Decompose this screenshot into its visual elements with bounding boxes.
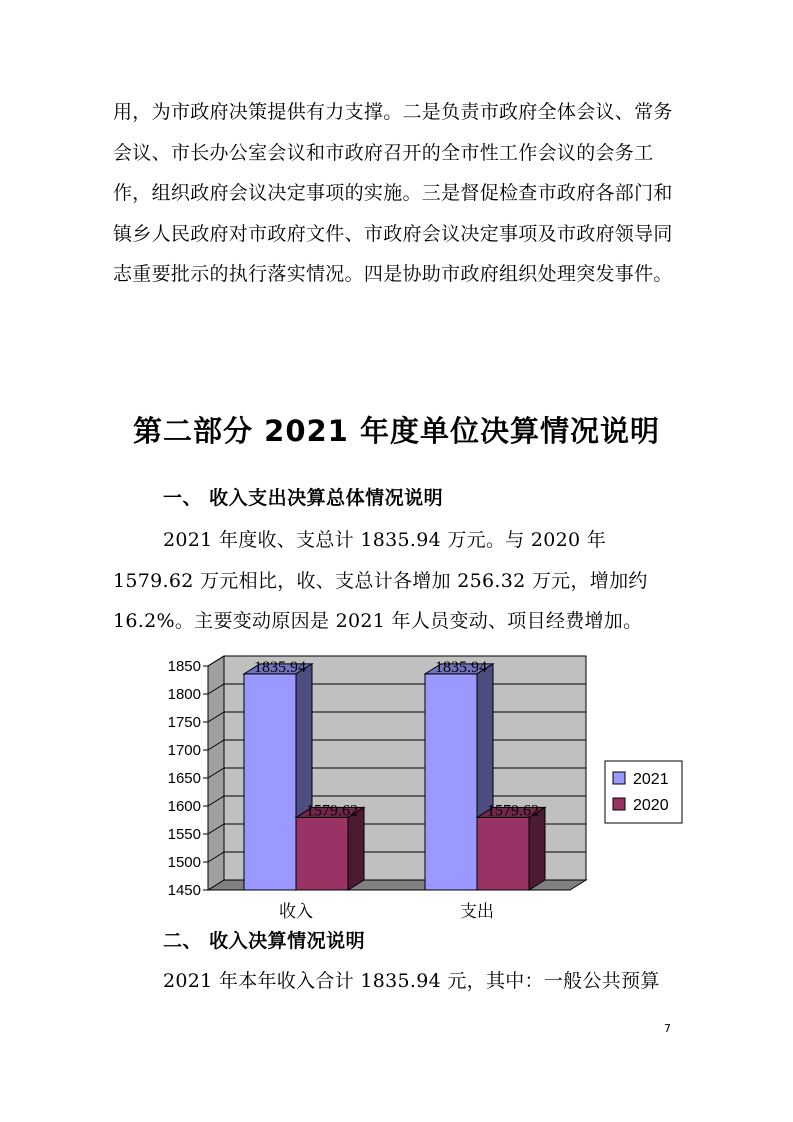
legend-label: 2020	[633, 797, 669, 814]
y-tick-label: 1450	[167, 882, 201, 899]
section-heading-1: 一、 收入支出决算总体情况说明	[163, 487, 444, 509]
y-tick-label: 1650	[167, 770, 201, 787]
legend-swatch-2021	[613, 772, 625, 784]
x-category-label: 支出	[460, 902, 494, 922]
section-2-paragraph: 2021 年本年收入合计 1835.94 元，其中：一般公共预算	[163, 970, 660, 992]
x-category-label: 收入	[279, 902, 313, 922]
legend-swatch-2020	[613, 798, 625, 810]
income-expense-bar-chart	[150, 655, 690, 925]
y-tick-label: 1850	[167, 658, 201, 675]
bar-2020-1	[477, 817, 529, 890]
y-tick-label: 1800	[167, 686, 201, 703]
intro-paragraph: 用，为市政府决策提供有力支撑。二是负责市政府全体会议、常务会议、市长办公室会议和市政府召开的全市性工作会议的会务工作，组织政府会议决定事项的实施。三是督促检查市政府各部门和镇乡人民政府对市政府文件、市政府会议决定事项及市政府领导同志重要批示的执行落实情况。四是协助市政府组织处理突发事件。	[113, 101, 673, 286]
bar-side-2020-1	[529, 807, 545, 890]
data-label: 1835.94	[254, 658, 306, 676]
section-heading-2: 二、 收入决算情况说明	[163, 930, 366, 952]
bar-2021-0	[244, 674, 296, 890]
y-tick-label: 1700	[167, 742, 201, 759]
data-label: 1579.62	[487, 802, 539, 820]
bar-2020-0	[296, 817, 348, 890]
bar-2021-1	[425, 674, 477, 890]
y-tick-label: 1500	[167, 854, 201, 871]
data-label: 1835.94	[435, 658, 487, 676]
y-tick-label: 1600	[167, 798, 201, 815]
legend-label: 2021	[633, 771, 669, 788]
bar-side-2020-0	[348, 807, 364, 890]
y-tick-label: 1550	[167, 826, 201, 843]
section-1-paragraph: 2021 年度收、支总计 1835.94 万元。与 2020 年 1579.62 万元相比，收、支总计各增加 256.32 万元，增加约 16.2%。主要变动原因是 2021 年人员变动、项目经费增加。	[113, 529, 648, 633]
data-label: 1579.62	[306, 802, 358, 820]
y-tick-label: 1750	[167, 714, 201, 731]
page-number: 7	[664, 1022, 671, 1035]
part-title: 第二部分 2021 年度单位决算情况说明	[133, 414, 660, 448]
